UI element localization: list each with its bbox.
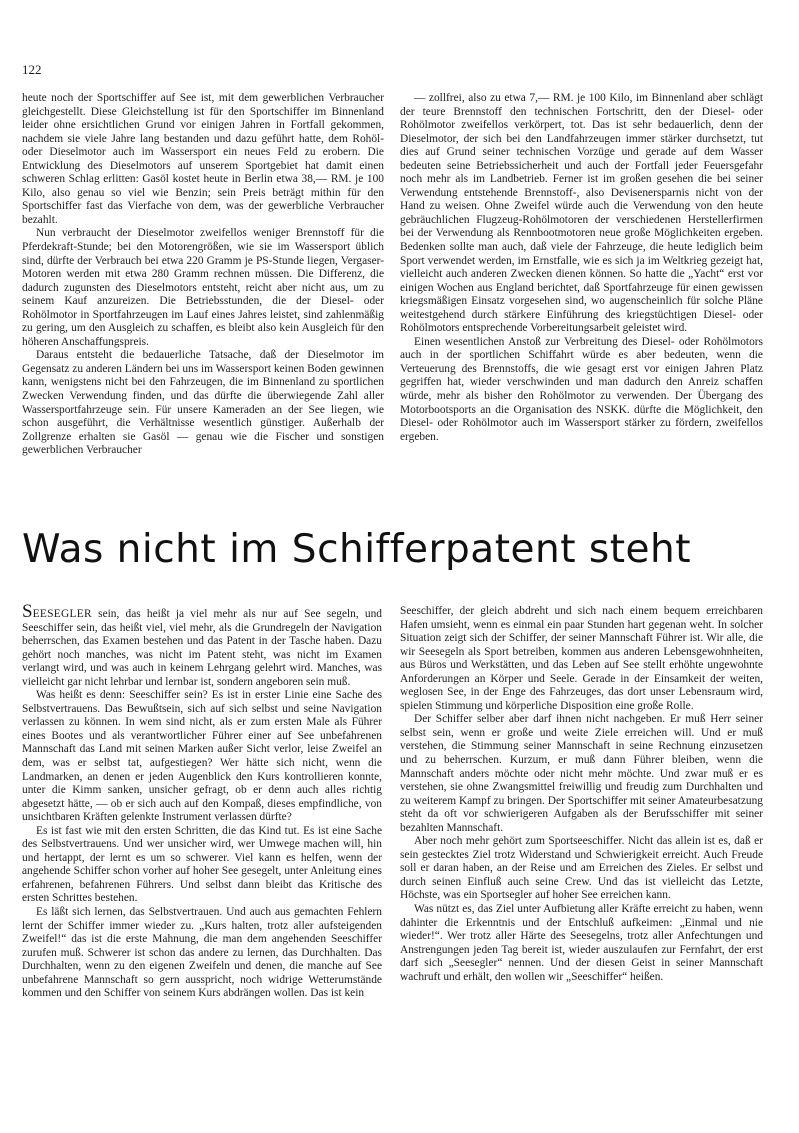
page-number: 122: [22, 62, 42, 77]
article-top-right-column: [400, 92, 763, 444]
paragraph: heute noch der Sportschiffer auf See ist, mit dem gewerblichen Verbraucher gleichgestellt. Diese Gleichstellung ist für den Sportschiffer im Binnenland leider ohne ersichtlichen Grund vor einigen Jahren in Fortfall gekommen, nachdem sie viele Jahre lang bestanden und dazu geführt hatte, dem Rohöl- oder Dieselmotor auch im Wassersport ein neues Feld zu erobern. Die Entwicklung des Dieselmotors auf unserem Sportgebiet hat damit einen schweren Schlag erlitten: Gasöl kostet heute in Berlin etwa 38,— RM. je 100 Kilo, also genau so viel wie Benzin; sein Preis beträgt mithin für den Sportschiffer fast das Vierfache von dem, was der gewerbliche Verbraucher bezahlt.: [22, 92, 384, 226]
lead-paragraph: [22, 601, 382, 689]
lead-caps: EESEGLER: [32, 608, 92, 620]
paragraph: — zollfrei, also zu etwa 7,— RM. je 100 Kilo, im Binnenland aber schlägt der teure Brennstoff den technischen Fortschritt, den der Diesel- oder Rohölmotor zweifellos verkörpert, tot. Das ist sehr bedauerlich, denn der Dieselmotor, der sich bei den Landfahrzeugen immer stärker durchsetzt, tut dies auf Grund seiner technischen Vorzüge und gerade auf dem Wasser bedeuten seine Betriebssicherheit und auch der Fortfall jeder Feuersgefahr noch mehr als im Landbetrieb. Ferner ist im großen gesehen die bei seiner Verwendung entstehende Brennstoff-, also Devisenersparnis nicht von der Hand zu weisen. Ohne Zweifel würde auch die Verwendung von den heute gebräuchlichen Flugzeug-Rohölmotoren der verschiedenen Herstellerfirmen bei der Verwendung als Rennbootmotoren neue große Möglichkeiten ergeben. Bedenken sollte man auch, daß viele der Fahrzeuge, die heute lediglich beim Sport verwendet werden, im Ernstfalle, wie es sich ja im Weltkrieg gezeigt hat, vielleicht auch anderen Zwecken dienen können. So hatte die „Yacht“ erst vor einigen Wochen aus England berichtet, daß Sportfahrzeuge für einen gewissen kriegsmäßigen Einsatz vorgesehen sind, wo augenscheinlich für solche Pläne weitestgehend durch stärkere Einführung des kriegstüchtigen Diesel- oder Rohölmotors entsprechende Vorbereitungsarbeit geleistet wird.: [400, 92, 763, 335]
article-main-right-column: [400, 605, 763, 984]
paragraph: Es ist fast wie mit den ersten Schritten, die das Kind tut. Es ist eine Sache des Selbstvertrauens. Und wer unsicher wird, wer Umwege machen will, hin und hertappt, der lernt es um so schwerer. Viel kann es helfen, wenn der angehende Schiffer schon vorher auf hoher See gesegelt, unter Anleitung eines erfahrenen, befahrenen Führers. Und selbst dann bleibt das Kritische des ersten Schrittes bestehen.: [22, 824, 382, 905]
article-top-left-column: [22, 92, 384, 458]
article-main-left-column: [22, 601, 382, 1001]
lead-text: sein, das heißt ja viel mehr als nur auf See segeln, und Seeschiffer sein, das heißt viel, viel mehr, als die Grundregeln der Navigation beherrschen, das Examen bestehen und das Patent in der Tasche haben. Dazu gehört noch manches, was nicht im Patent steht, was nicht im Examen verlangt wird, und was auch in keinem Lehrgang gelehrt wird. Manches, was vielleicht gar nicht lehrbar und lernbar ist, sondern angeboren sein muß.: [22, 608, 382, 688]
paragraph: Der Schiffer selber aber darf ihnen nicht nachgeben. Er muß Herr seiner selbst sein, wenn er große und weite Ziele erreichen will. Und er muß verstehen, die Stimmung seiner Mannschaft in seine Rechnung einzusetzen und zu beherrschen. Kurzum, er muß dann Führer bleiben, wenn die Mannschaft anders möchte oder nicht mehr möchte. Und zwar muß er es verstehen, sie ohne Zwangsmittel freiwillig und freudig zum Durchhalten und zu weiterem Kampf zu bringen. Der Sportschiffer mit seiner Amateurbesatzung steht da oft vor schwierigeren Aufgaben als der Berufsschiffer mit seiner bezahlten Mannschaft.: [400, 713, 763, 834]
paragraph: Es läßt sich lernen, das Selbstvertrauen. Und auch aus gemachten Fehlern lernt der Schiffer immer wieder zu. „Kurs halten, trotz aller aufsteigenden Zweifel!“ das ist die erste Mahnung, die man dem angehenden Seeschiffer zurufen muß. Schwerer ist schon das andere zu lernen, das Durchhalten. Das Durchhalten, wenn zu den eigenen Zweifeln und denen, die manche auf See unbefahrene Mannschaft so gern ausspricht, noch widrige Wetterumstände kommen und den Schiffer von seinem Kurs abdrängen wollen. Das ist kein: [22, 906, 382, 1000]
paragraph: Was nützt es, das Ziel unter Aufbietung aller Kräfte erreicht zu haben, wenn dahinter die Erkenntnis und der Entschluß aufkeimen: „Einmal und nie wieder!“. Wer trotz aller Härte des Seesegelns, trotz aller Anfechtungen und Anstrengungen jeden Tag bereit ist, wieder auszulaufen zur Fernfahrt, der erst darf sich „Seesegler“ nennen. Und der diesen Geist in seiner Mannschaft wachruft und erhält, den wollen wir „Seeschiffer“ heißen.: [400, 903, 763, 983]
paragraph: Aber noch mehr gehört zum Sportseeschiffer. Nicht das allein ist es, daß er sein gestecktes Ziel trotz Widerstand und Schwierigkeit erreicht. Auch Freude soll er daran haben, an der Reise und am Erreichen des Zieles. Er selbst und durch seinen Einfluß auch seine Crew. Und das ist vielleicht das Letzte, Höchste, was ein Sportsegler auf hoher See erreichen kann.: [400, 835, 763, 902]
paragraph: Daraus entsteht die bedauerliche Tatsache, daß der Dieselmotor im Gegensatz zu anderen Ländern bei uns im Wassersport keinen Boden gewinnen kann, wenigstens nicht bei den Fahrzeugen, die im Binnenland zu sportlichen Zwecken Verwendung finden, und das dürfte die überwiegende Zahl aller Wassersportfahrzeuge sein. Für unsere Kameraden an der See liegen, wie schon ausgeführt, die Verhältnisse wesentlich günstiger. Außerhalb der Zollgrenze erhalten sie Gasöl — genau wie die Fischer und sonstigen gewerblichen Verbraucher: [22, 349, 384, 457]
paragraph: Einen wesentlichen Anstoß zur Verbreitung des Diesel- oder Rohölmotors auch in der sportlichen Schiffahrt würde es aber bedeuten, wenn die Verteuerung des Brennstoffs, die wie gesagt erst vor einigen Jahren Platz gegriffen hat, wieder verschwinden und man dadurch den Anreiz schaffen würde, mehr als bisher den Rohölmotor zu verwenden. Der Übergang des Motorbootsports an die Organisation des NSKK. dürfte die Möglichkeit, den Diesel- oder Rohölmotor auch im Wassersport stärker zu fördern, zweifellos ergeben.: [400, 335, 763, 443]
paragraph: Was heißt es denn: Seeschiffer sein? Es ist in erster Linie eine Sache des Selbstvertrauens. Das Bewußtsein, sich auf sich selbst und seine Navigation verlassen zu können. In wem sind nicht, als er zum ersten Male als Führer eines Bootes und als verantwortlicher Führer einer auf See unbefahrenen Mannschaft das Land mit seinen Marken außer Sicht verlor, leise Zweifel an dem, was er selbst tat, aufgestiegen? Wer hätte sich nicht, wenn die Landmarken, an denen er jeden Augenblick den Kurs kontrollieren konnte, unter die Kimm sanken, unsicher gefragt, ob er denn auch alles richtig abgesetzt hätte, — ob er sich auch auf den Kompaß, dieses empfindliche, von unsichtbaren Kräften gelenkte Instrument verlassen dürfte?: [22, 689, 382, 824]
paragraph: Nun verbraucht der Dieselmotor zweifellos weniger Brennstoff für die Pferdekraft-Stunde; bei den Motorengrößen, wie sie im Wassersport üblich sind, dürfte der Verbrauch bei etwa 220 Gramm je PS-Stunde liegen, Vergaser-Motoren werden mit etwa 280 Gramm rechnen müssen. Die Differenz, die dadurch zugunsten des Dieselmotors entsteht, reicht aber nicht aus, um zu seinem Kauf anzureizen. Die Betriebsstunden, die der Diesel- oder Rohölmotor in Sportfahrzeugen im Lauf eines Jahres leistet, sind zahlenmäßig zu gering, um den Ausgleich zu schaffen, es bleibt also kein Ausgleich für den höheren Anschaffungspreis.: [22, 227, 384, 348]
article-headline: Was nicht im Schifferpatent steht: [22, 527, 692, 572]
drop-cap: S: [22, 601, 33, 622]
paragraph: Seeschiffer, der gleich abdreht und sich nach einem bequem erreichbaren Hafen umsieht, wenn es einmal ein paar Stunden hart gegenan weht. In solcher Situation zeigt sich der Schiffer, der seiner Mannschaft Führer ist. Wir alle, die wir Seesegeln als Sport betreiben, kommen aus anderen Lebensgewohnheiten, aus Büros und Werkstätten, und das Leben auf See stellt erhöhte ungewohnte Anforderungen an Körper und Seele. Gerade in der Einsamkeit der weiten, weglosen See, in der Enge des Fahrzeuges, das dort unser Lebensraum wird, spielen Stimmung und körperliche Disposition eine große Rolle.: [400, 605, 763, 712]
